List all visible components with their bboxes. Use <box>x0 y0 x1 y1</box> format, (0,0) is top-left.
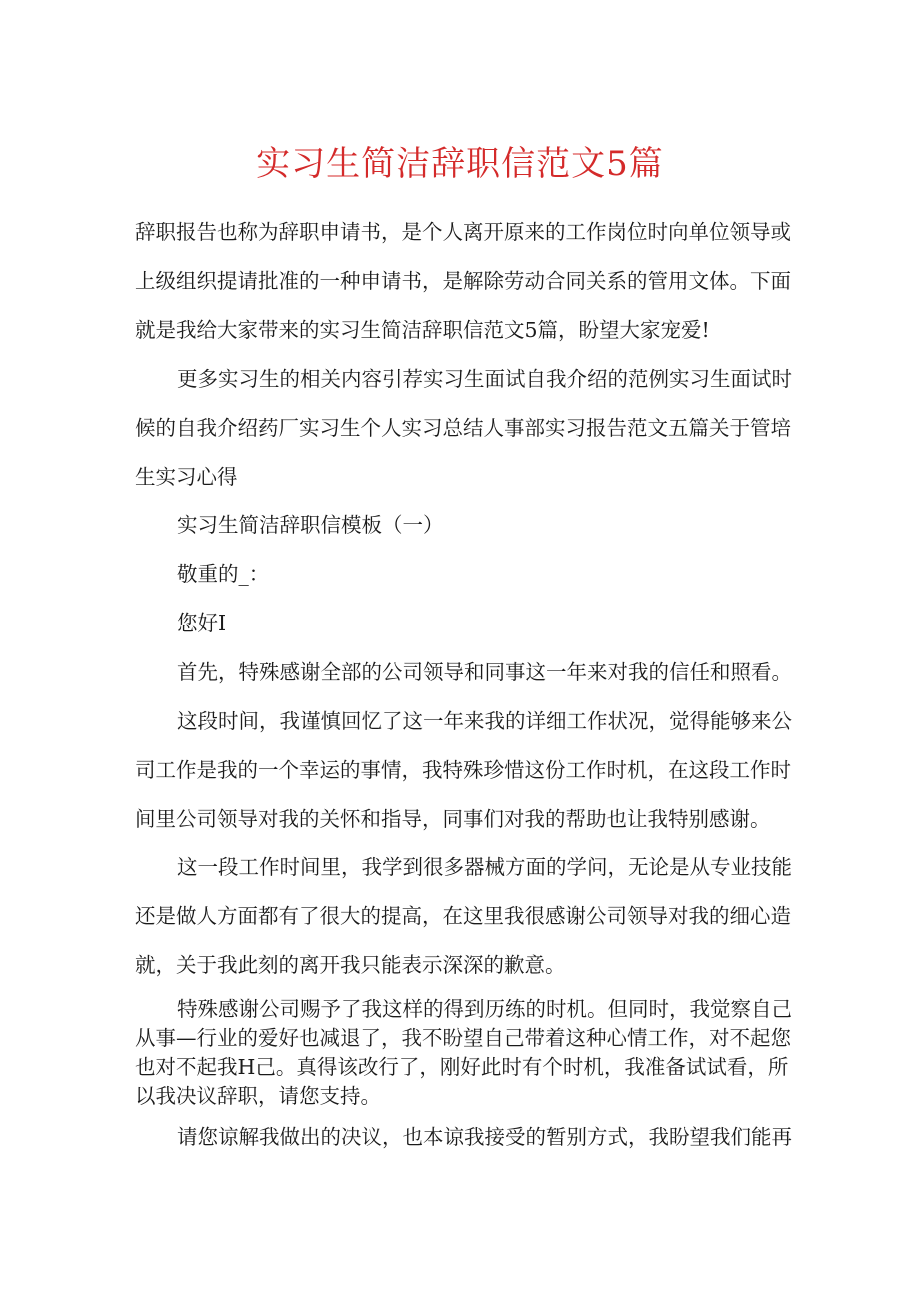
paragraph-2: 这段时间，我谨慎回忆了这一年来我的详细工作状况，觉得能够来公司工作是我的一个幸运的事情，我特殊珍惜这份工作时机，在这段工作时间里公司领导对我的关怀和指导，同事们对我的帮助也让我特别感谢。 <box>135 709 792 831</box>
intro-paragraph: 辞职报告也称为辞职申请书，是个人离开原来的工作岗位时向单位领导或上级组织提请批准的一种申请书，是解除劳动合同关系的管用文体。下面就是我给大家带来的实习生简洁辞职信范文5篇，盼望大家宠爱! <box>135 220 791 342</box>
related-paragraph: 更多实习生的相关内容引荐实习生面试自我介绍的范例实习生面试时候的自我介绍药厂实习生个人实习总结人事部实习报告范文五篇关于管培生实习心得 <box>135 367 792 489</box>
greeting: 您好I <box>177 611 227 635</box>
paragraph-5: 请您谅解我做出的决议，也本谅我接受的暂别方式，我盼望我们能再 <box>177 1125 792 1149</box>
document-title: 实习生简洁辞职信范文5篇 <box>256 144 664 184</box>
paragraph-4: 特殊感谢公司赐予了我这样的得到历练的时机。但同时，我觉察自己从事—行业的爱好也减退了，我不盼望自己带着这种心情工作，对不起您也对不起我H己。真得该改行了，刚好此时有个时机，我准备试试看，所以我决议辞职，请您支持。 <box>135 997 792 1108</box>
paragraph-3: 这一段工作时间里，我学到很多器械方面的学问，无论是从专业技能还是做人方面都有了很大的提高，在这里我很感谢公司领导对我的细心造就，关于我此刻的离开我只能表示深深的歉意。 <box>135 855 792 977</box>
paragraph-1: 首先，特殊感谢全部的公司领导和同事这一年来对我的信任和照看。 <box>177 660 792 684</box>
salutation: 敬重的_： <box>177 562 270 586</box>
section-heading: 实习生简洁辞职信模板（一） <box>177 513 444 537</box>
